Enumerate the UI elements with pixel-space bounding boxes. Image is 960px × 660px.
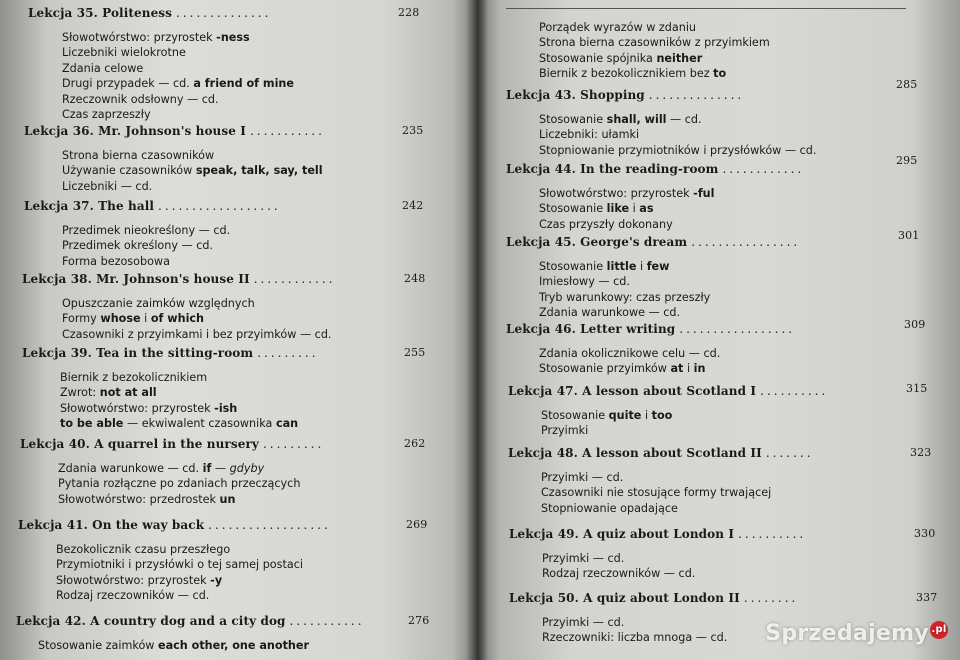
lesson-title: Lekcja 36. Mr. Johnson's house I [24,124,246,138]
lesson-entry [22,272,426,342]
lesson-item [542,566,806,581]
lesson-item [56,542,331,557]
lesson-item-text: -ful [693,187,715,200]
lesson-item [62,311,335,326]
lesson-item-text: Przyimki [541,424,589,438]
lesson-item-text: speak, talk, say, tell [195,164,323,178]
lesson-item-text: Pytania rozłączne po zdaniach przeczących [58,477,301,491]
lesson-title: Lekcja 46. Letter writing [506,322,676,336]
lesson-items [542,551,806,582]
lesson-item-text: Zwrot: [60,386,100,400]
lesson-item-text: Drugi przypadek — cd. [62,77,194,91]
lesson-item-text: Stosowanie [539,202,607,216]
lesson-heading [18,518,428,536]
lesson-item-text: Używanie czasowników [62,164,196,178]
lesson-item [62,296,335,311]
lesson-item [542,630,798,645]
lesson-item [539,217,804,232]
lesson-item-text: few [646,260,670,273]
lesson-item [539,201,804,216]
lesson-heading [509,527,936,545]
lesson-item-text: Stosowanie [539,260,607,273]
lesson-item [541,470,814,485]
book-gutter [466,0,488,660]
lesson-item-text: Liczebniki — cd. [62,179,153,193]
lesson-title: Lekcja 35. Politeness [28,6,173,20]
lesson-item [62,223,281,238]
lesson-item-text: Zdania warunkowe — cd. [539,306,681,320]
lesson-item-text: Rzeczowniki: liczba mnoga — cd. [542,631,728,645]
lesson-item [62,61,294,76]
page-top-rule [506,8,906,9]
lesson-item [539,290,800,305]
lesson-item-text: at [670,362,684,376]
lesson-item [62,179,325,194]
lesson-items [62,30,294,122]
lesson-item-text: can [275,417,299,431]
lesson-entry [506,229,920,321]
lesson-item [541,423,828,438]
lesson-item-text: if [202,462,212,475]
lesson-title: Lekcja 49. A quiz about London I [509,527,735,541]
leader-dots: ................ [691,235,801,249]
lesson-item-text: Czasowniki nie stosujące formy trwającej [541,486,772,500]
lesson-item-text: Słowotwórstwo: przyrostek [62,31,217,44]
lesson-item [539,112,816,127]
lesson-item-text: Przymiotniki i przysłówki o tej samej postaci [56,558,303,572]
lesson-item-text: Przyimki — cd. [541,471,624,484]
lesson-item-text: little [606,260,637,273]
leader-dots: .......... [760,384,829,398]
watermark-logo [765,621,948,646]
lesson-entry [508,382,928,439]
lesson-item-text: shall, will [606,113,667,126]
page-number: 330 [914,527,936,540]
lesson-item-text: too [651,409,673,422]
lesson-item-text: Czas przyszły dokonany [539,217,673,231]
lesson-item-text: Stopniowanie opadające [541,501,678,515]
lesson-item [539,20,770,35]
page-number: 235 [402,124,424,137]
lesson-item [56,573,331,588]
lesson-items [542,615,798,646]
lesson-item-text: Rzeczownik odsłowny — cd. [62,92,219,106]
lesson-item-text: — cd. [666,113,702,126]
lesson-item-text: Stosowanie przyimków [539,362,671,376]
leader-dots: ........... [289,614,365,628]
lesson-heading [509,591,938,609]
lesson-item [542,551,806,566]
lesson-item [539,35,770,50]
lesson-item [62,76,294,91]
lesson-item [62,163,325,178]
lesson-entry [22,346,426,432]
lesson-item [58,461,324,476]
lesson-item [62,148,325,163]
leader-dots: ........... [249,124,325,138]
lesson-heading [16,614,430,632]
lesson-item-text: -y [210,573,223,587]
lesson-entry [506,78,918,158]
page-number: 301 [898,229,920,242]
lesson-item [541,408,828,423]
leader-dots: .............. [648,88,745,102]
lesson-item [541,485,814,500]
lesson-item [539,127,816,142]
lesson-item-text: Bezokolicznik czasu przeszłego [56,543,231,556]
lesson-heading [28,6,420,24]
lesson-title: Lekcja 42. A country dog and a city dog [16,614,286,628]
leader-dots: ........ [743,591,799,605]
page-number: 315 [906,382,928,395]
lesson-items [62,223,281,269]
lesson-items [38,638,365,653]
lesson-item [542,615,798,630]
lesson-item-text: Biernik z bezokolicznikiem bez [539,67,714,81]
lesson-entry [20,437,426,507]
lesson-title: Lekcja 47. A lesson about Scotland I [508,384,757,398]
lesson-item-text: — [211,462,230,475]
leader-dots: ................. [679,322,796,336]
lesson-item-text: Przedimek nieokreślony — cd. [62,224,231,237]
lesson-title: Lekcja 38. Mr. Johnson's house II [22,272,250,286]
lesson-items [541,408,828,439]
lesson-item [56,557,331,572]
lesson-item-text: Przedimek określony — cd. [62,239,214,253]
lesson-item [62,238,281,253]
lesson-items [541,470,814,516]
lesson-item-text: neither [656,51,703,65]
leader-dots: ............ [722,162,805,176]
lesson-items [539,186,804,232]
lesson-entry [16,614,430,653]
lesson-item [60,385,319,400]
lesson-item [539,66,770,81]
page-number: 323 [910,446,932,459]
lesson-item-text: Tryb warunkowy: czas przeszły [539,290,711,304]
lesson-entry [24,124,424,194]
leader-dots: .......... [738,527,807,541]
lesson-item-text: Rodzaj rzeczowników — cd. [56,589,210,603]
lesson-item-text: i [629,202,640,216]
lesson-item-text: -ness [216,31,250,44]
lesson-item-text: Słowotwórstwo: przedrostek [58,492,220,506]
lesson-item-text: Formy [62,312,101,326]
lesson-item [60,370,319,385]
leader-dots: .............. [176,6,272,20]
lesson-item-text: i [641,409,652,422]
lesson-item-text: to be able [60,417,124,431]
lesson-title: Lekcja 50. A quiz about London II [509,591,740,605]
lesson-item-text: un [219,492,236,506]
continued-lesson-items [539,20,770,82]
lesson-item-text: Liczebniki wielokrotne [62,46,186,60]
lesson-item [38,638,365,653]
lesson-item-text: to [713,67,727,81]
lesson-item-text: quite [608,409,642,422]
lesson-item [541,501,814,516]
page-number: 276 [408,614,430,627]
page-number: 262 [404,437,426,450]
lesson-heading [506,78,918,106]
lesson-item-text: in [693,362,706,376]
lesson-items [539,20,770,82]
page-number: 309 [904,318,926,331]
lesson-item [62,92,294,107]
lesson-entry [24,199,424,269]
lesson-heading [506,229,920,253]
lesson-item-text: whose [100,312,141,326]
lesson-item-text: Imiesłowy — cd. [539,275,630,289]
page-number: 337 [916,591,938,604]
lesson-title: Lekcja 39. Tea in the sitting-room [22,346,254,360]
watermark-text: Sprzedajemy [765,621,929,646]
lesson-heading [24,199,424,217]
lesson-title: Lekcja 37. The hall [24,199,155,213]
lesson-item-text: Zdania celowe [62,61,144,75]
leader-dots: .................. [208,518,331,532]
lesson-item [539,259,800,274]
lesson-item-text: Strona bierna czasowników z przyimkiem [539,36,770,50]
leader-dots: ......... [257,346,319,360]
lesson-item-text: Stosowanie [541,409,609,422]
lesson-title: Lekcja 43. Shopping [506,88,645,102]
page-number: 228 [398,6,420,19]
lesson-item-text: Biernik z bezokolicznikiem [60,371,208,384]
lesson-entry [506,154,918,232]
lesson-item [62,327,335,342]
lesson-item [56,588,331,603]
lesson-item-text: Liczebniki: ułamki [539,128,640,142]
page-number: 255 [404,346,426,359]
lesson-item-text: Opuszczanie zaimków względnych [62,297,255,310]
lesson-item-text: Stosowanie zaimków [38,639,159,652]
lesson-items [62,148,325,194]
lesson-heading [506,154,918,180]
lesson-item-text: Słowotwórstwo: przyrostek [60,401,215,415]
lesson-item-text: Słowotwórstwo: przyrostek [539,187,694,200]
lesson-item [60,401,319,416]
lesson-item [539,361,795,376]
lesson-item [539,51,770,66]
right-page [476,0,960,660]
lesson-item-text: of which [150,312,205,326]
lesson-entry [508,446,932,516]
page-number: 269 [406,518,428,531]
lesson-item [539,274,800,289]
lesson-title: Lekcja 44. In the reading-room [506,162,719,176]
lesson-item-text: Strona bierna czasowników [62,149,215,162]
lesson-item-text: Porządek wyrazów w zdaniu [539,21,697,34]
lesson-heading [508,382,928,402]
lesson-title: Lekcja 41. On the way back [18,518,205,532]
lesson-item-text: i [140,312,151,326]
lesson-item [58,492,324,507]
lesson-item-text: — ekwiwalent czasownika [123,417,276,431]
lesson-entry [506,318,926,377]
lesson-items [56,542,331,604]
lesson-item-text: Forma bezosobowa [62,254,170,268]
lesson-item-text: Zdania okolicznikowe celu — cd. [539,347,721,360]
lesson-item [58,476,324,491]
lesson-item [62,30,294,45]
lesson-items [58,461,324,507]
lesson-item [539,143,816,158]
lesson-heading [22,346,426,364]
lesson-item-text: Czas zaprzeszły [62,108,151,122]
lesson-item [62,254,281,269]
lesson-item-text: each other, one another [158,639,309,652]
lesson-item-text: Przyimki — cd. [542,552,625,565]
lesson-entry [28,6,420,122]
lesson-item-text: Przyimki — cd. [542,616,625,629]
lesson-item-text: as [639,202,654,216]
lesson-item-text: Czasowniki z przyimkami i bez przyimków — cd. [62,327,332,341]
lesson-item-text: gdyby [229,462,265,475]
lesson-item [62,107,294,122]
lesson-item [539,305,800,320]
lesson-item-text: Stosowanie spójnika [539,51,657,65]
page-number: 248 [404,272,426,285]
lesson-entry [509,527,936,582]
lesson-item-text: Stopniowanie przymiotników i przysłówków — cd. [539,143,817,157]
leader-dots: ......... [262,437,325,451]
lesson-items [539,259,800,321]
left-page [0,0,476,660]
page-number: 285 [896,78,918,91]
lesson-title: Lekcja 48. A lesson about Scotland II [508,446,762,460]
lesson-items [539,346,795,377]
lesson-items [60,370,319,432]
lesson-item-text: Rodzaj rzeczowników — cd. [542,567,696,581]
lesson-heading [24,124,424,142]
watermark-suffix: .pl [930,621,948,639]
lesson-item [62,45,294,60]
lesson-heading [20,437,426,455]
lesson-item [539,346,795,361]
lesson-item-text: Zdania warunkowe — cd. [58,462,203,475]
lesson-items [539,112,816,158]
page-number: 242 [402,199,424,212]
leader-dots: ............ [253,272,336,286]
lesson-item-text: like [606,202,630,216]
lesson-title: Lekcja 45. George's dream [506,235,688,249]
lesson-title: Lekcja 40. A quarrel in the nursery [20,437,259,451]
lesson-heading [508,446,932,464]
lesson-item-text: Słowotwórstwo: przyrostek [56,573,211,587]
lesson-item-text: Stosowanie [539,113,607,126]
lesson-item-text: i [683,362,694,376]
lesson-heading [22,272,426,290]
lesson-item [60,416,319,431]
lesson-item-text: -ish [214,401,238,415]
leader-dots: ....... [765,446,814,460]
lesson-item [539,186,804,201]
lesson-item-text: not at all [99,386,157,400]
lesson-item-text: a friend of mine [193,77,294,91]
lesson-heading [506,318,926,340]
lesson-entry [18,518,428,604]
leader-dots: .................. [158,199,281,213]
page-number: 295 [896,154,918,167]
lesson-items [62,296,335,342]
lesson-item-text: i [636,260,647,273]
